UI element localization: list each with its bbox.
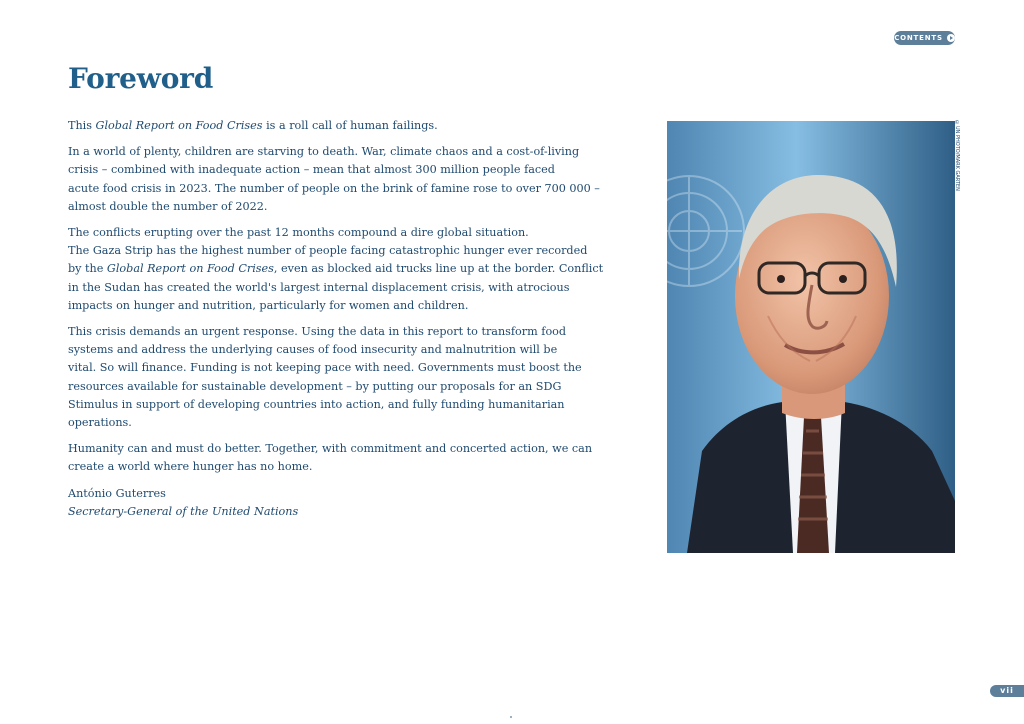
p1-after: is a roll call of human failings. <box>262 119 438 132</box>
foreword-body <box>68 117 604 529</box>
p4-line: This crisis demands an urgent response. Using the data in this report to transform food <box>68 325 567 339</box>
p3-line: in the Sudan has created the world's largest internal displacement crisis, with atrocious <box>68 280 570 294</box>
p2-line: acute food crisis in 2023. The number of people on the brink of famine rose to over 700 000 – <box>68 181 600 195</box>
p3-line3-after: , even as blocked aid trucks line up at the border. Conflict <box>273 262 604 276</box>
p3-line <box>68 260 604 278</box>
p3-line: impacts on hunger and nutrition, particularly for women and children. <box>68 298 469 312</box>
portrait-illustration <box>667 121 955 553</box>
p4-line: Stimulus in support of developing countries into action, and fully funding humanitarian <box>68 397 565 411</box>
p5-line: create a world where hunger has no home. <box>68 460 313 474</box>
p4-line: systems and address the underlying causes of food insecurity and malnutrition will be <box>68 343 558 357</box>
paragraph-5 <box>68 440 593 476</box>
contents-button[interactable] <box>894 31 955 45</box>
p3-line: The Gaza Strip has the highest number of people facing catastrophic hunger ever recorded <box>68 244 588 258</box>
paragraph-4 <box>68 323 582 432</box>
p3-report-title: Global Report on Food Crises <box>106 262 274 276</box>
p4-line: resources available for sustainable development – by putting our proposals for an SDG <box>68 379 562 393</box>
p2-line: almost double the number of 2022. <box>68 199 268 213</box>
p1-before: This <box>68 119 96 132</box>
footer-mark <box>510 716 512 718</box>
p3-line: The conflicts erupting over the past 12 months compound a dire global situation. <box>68 226 529 240</box>
p3-line3-before: by the <box>68 262 107 276</box>
page-number: vii <box>990 685 1024 697</box>
paragraph-3 <box>68 224 604 315</box>
contents-label: CONTENTS <box>894 33 943 42</box>
p2-line: crisis – combined with inadequate action – mean that almost 300 million people faced <box>68 163 555 177</box>
p2-line: In a world of plenty, children are starving to death. War, climate chaos and a cost-of-living <box>68 145 580 159</box>
p4-line: vital. So will finance. Funding is not keeping pace with need. Governments must boost the <box>68 361 582 375</box>
signature-name: António Guterres <box>68 486 166 500</box>
play-icon <box>947 34 955 42</box>
p5-line: Humanity can and must do better. Together, with commitment and concerted action, we can <box>68 442 593 456</box>
photo-credit: ©UN PHOTO/MARK GARTEN <box>954 120 960 191</box>
p1-report-title: Global Report on Food Crises <box>95 119 263 132</box>
signature-title: Secretary-General of the United Nations <box>68 504 299 518</box>
portrait-photo <box>667 121 955 553</box>
paragraph-2 <box>68 143 600 216</box>
signature <box>68 485 540 521</box>
page-title: Foreword <box>68 62 214 95</box>
paragraph-1 <box>68 117 540 135</box>
p4-line: operations. <box>68 416 132 430</box>
